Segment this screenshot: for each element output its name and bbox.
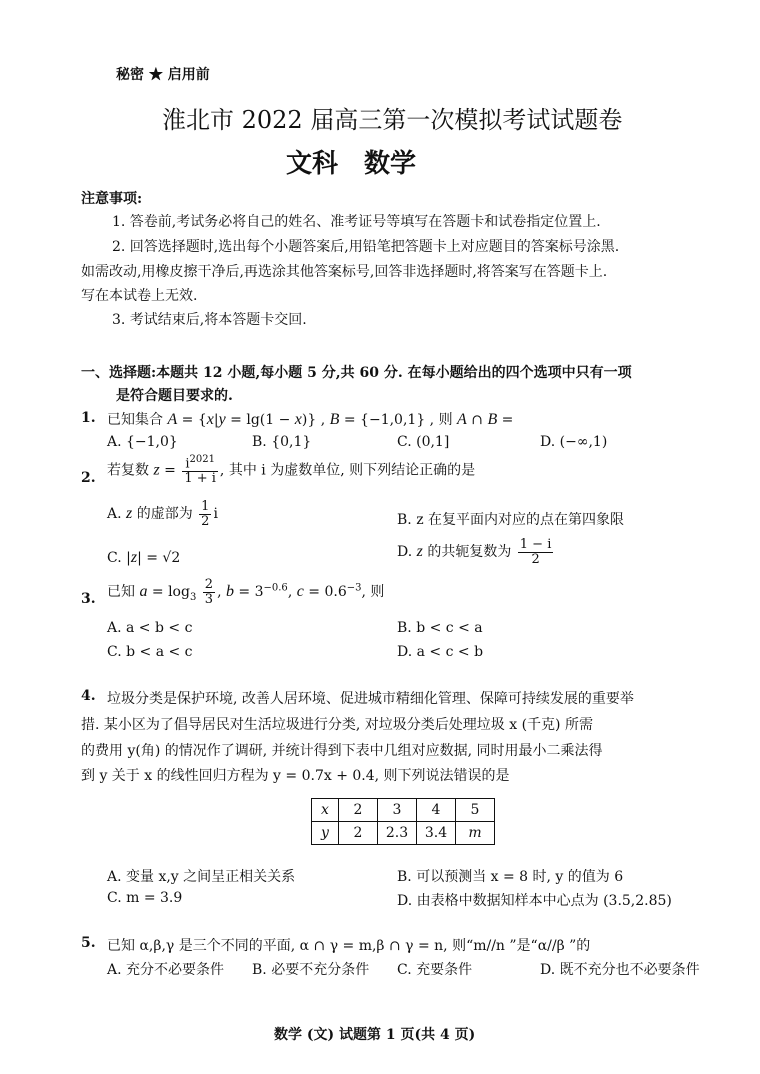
option-c: C. m = 3.9 bbox=[107, 890, 183, 906]
question-1-stem: 已知集合 A = {x|y = lg(1 − x)} , B = {−1,0,1} , 则 A ∩ B = bbox=[107, 411, 514, 428]
table-cell: 2 bbox=[339, 799, 378, 822]
note-item-2-end: 写在本试卷上无效. bbox=[81, 288, 198, 304]
question-2-stem-suffix: , 其中 i 为虚数单位, 则下列结论正确的是 bbox=[219, 462, 476, 479]
option-b: B. 可以预测当 x = 8 时, y 的值为 6 bbox=[397, 869, 624, 885]
page-footer: 数学 (文) 试题第 1 页(共 4 页) bbox=[274, 1027, 476, 1043]
question-5-stem: 已知 α,β,γ 是三个不同的平面, α ∩ γ = m,β ∩ γ = n, 则“m//n ”是“α//β ”的 bbox=[107, 938, 591, 954]
section-heading: 一、选择题:本题共 12 小题,每小题 5 分,共 60 分. 在每小题给出的四个选项中只有一项 bbox=[81, 365, 632, 381]
question-2-stem: 若复数 z = $\frac{i^{2021}}{1 + i}$ , 其中 i 为虚数单位, 则下列结论正确的是 bbox=[107, 454, 476, 486]
notes-heading: 注意事项: bbox=[81, 191, 143, 207]
table-row bbox=[312, 799, 495, 822]
question-number: 2. bbox=[81, 470, 96, 486]
option-d: D. z 的共轭复数为 $\frac{1 - i}{2}$ bbox=[397, 537, 552, 567]
question-number: 1. bbox=[81, 410, 96, 426]
question-4-line-3: 的费用 y(角) 的情况作了调研, 并统计得到下表中几组对应数据, 同时用最小二乘法得 bbox=[81, 743, 603, 759]
question-number: 3. bbox=[81, 591, 96, 607]
question-3-stem: 已知 $a = \log_3$ $\frac{2}{3}$ , $b = 3^{-0.6}$, $c = 0.6^{-3}$, 则 bbox=[107, 577, 385, 607]
note-item-1: 1. 答卷前,考试务必将自己的姓名、准考证号等填写在答题卡和试卷指定位置上. bbox=[112, 214, 601, 230]
option-c: C. |z| = √2 bbox=[107, 549, 181, 566]
table-header-cell: x bbox=[312, 799, 339, 822]
table-cell: m bbox=[456, 822, 495, 845]
confidential-label: 秘密 ★ 启用前 bbox=[116, 67, 210, 83]
table-cell: 2.3 bbox=[378, 822, 417, 845]
option-d: D. (−∞,1) bbox=[540, 434, 608, 450]
question-4-line-1: 垃圾分类是保护环境, 改善人居环境、促进城市精细化管理、保障可持续发展的重要举 bbox=[107, 691, 634, 707]
table-row bbox=[312, 822, 495, 845]
option-b: B. z 在复平面内对应的点在第四象限 bbox=[397, 512, 625, 528]
question-number: 5. bbox=[81, 935, 96, 951]
option-c: C. (0,1] bbox=[397, 434, 450, 450]
table-cell: 5 bbox=[456, 799, 495, 822]
note-item-2-cont: 如需改动,用橡皮擦干净后,再选涂其他答案标号,回答非选择题时,将答案写在答题卡上. bbox=[81, 264, 608, 280]
table-cell: 3 bbox=[378, 799, 417, 822]
option-d: D. a < c < b bbox=[397, 644, 484, 660]
option-a: A. z 的虚部为 $\frac{1}{2}$ i bbox=[107, 499, 218, 529]
question-4-line-2: 措. 某小区为了倡导居民对生活垃圾进行分类, 对垃圾分类后处理垃圾 x (千克) 所需 bbox=[81, 717, 593, 733]
option-c: C. b < a < c bbox=[107, 644, 193, 660]
option-b: B. b < c < a bbox=[397, 620, 483, 636]
option-b: B. 必要不充分条件 bbox=[252, 962, 370, 978]
table-cell: 3.4 bbox=[417, 822, 456, 845]
option-b: B. {0,1} bbox=[252, 434, 312, 450]
option-a: A. 变量 x,y 之间呈正相关关系 bbox=[107, 869, 296, 885]
question-number: 4. bbox=[81, 688, 96, 704]
option-d: D. 由表格中数据知样本中心点为 (3.5,2.85) bbox=[397, 893, 672, 909]
table-cell: 2 bbox=[339, 822, 378, 845]
table-header-cell: y bbox=[312, 822, 339, 845]
note-item-3: 3. 考试结束后,将本答题卡交回. bbox=[112, 312, 307, 328]
option-a: A. {−1,0} bbox=[107, 434, 178, 450]
exam-title: 淮北市 2022 届高三第一次模拟考试试题卷 bbox=[162, 106, 623, 134]
data-table bbox=[311, 798, 495, 845]
question-4-line-4: 到 y 关于 x 的线性回归方程为 y = 0.7x + 0.4, 则下列说法错误的是 bbox=[81, 768, 510, 784]
section-heading-cont: 是符合题目要求的. bbox=[116, 388, 233, 404]
exam-subject: 文科 数学 bbox=[286, 149, 417, 179]
option-a: A. a < b < c bbox=[107, 620, 193, 636]
option-a: A. 充分不必要条件 bbox=[107, 962, 225, 978]
option-c: C. 充要条件 bbox=[397, 962, 473, 978]
table-cell: 4 bbox=[417, 799, 456, 822]
note-item-2: 2. 回答选择题时,选出每个小题答案后,用铅笔把答题卡上对应题目的答案标号涂黑. bbox=[112, 239, 620, 255]
option-d: D. 既不充分也不必要条件 bbox=[540, 962, 700, 978]
